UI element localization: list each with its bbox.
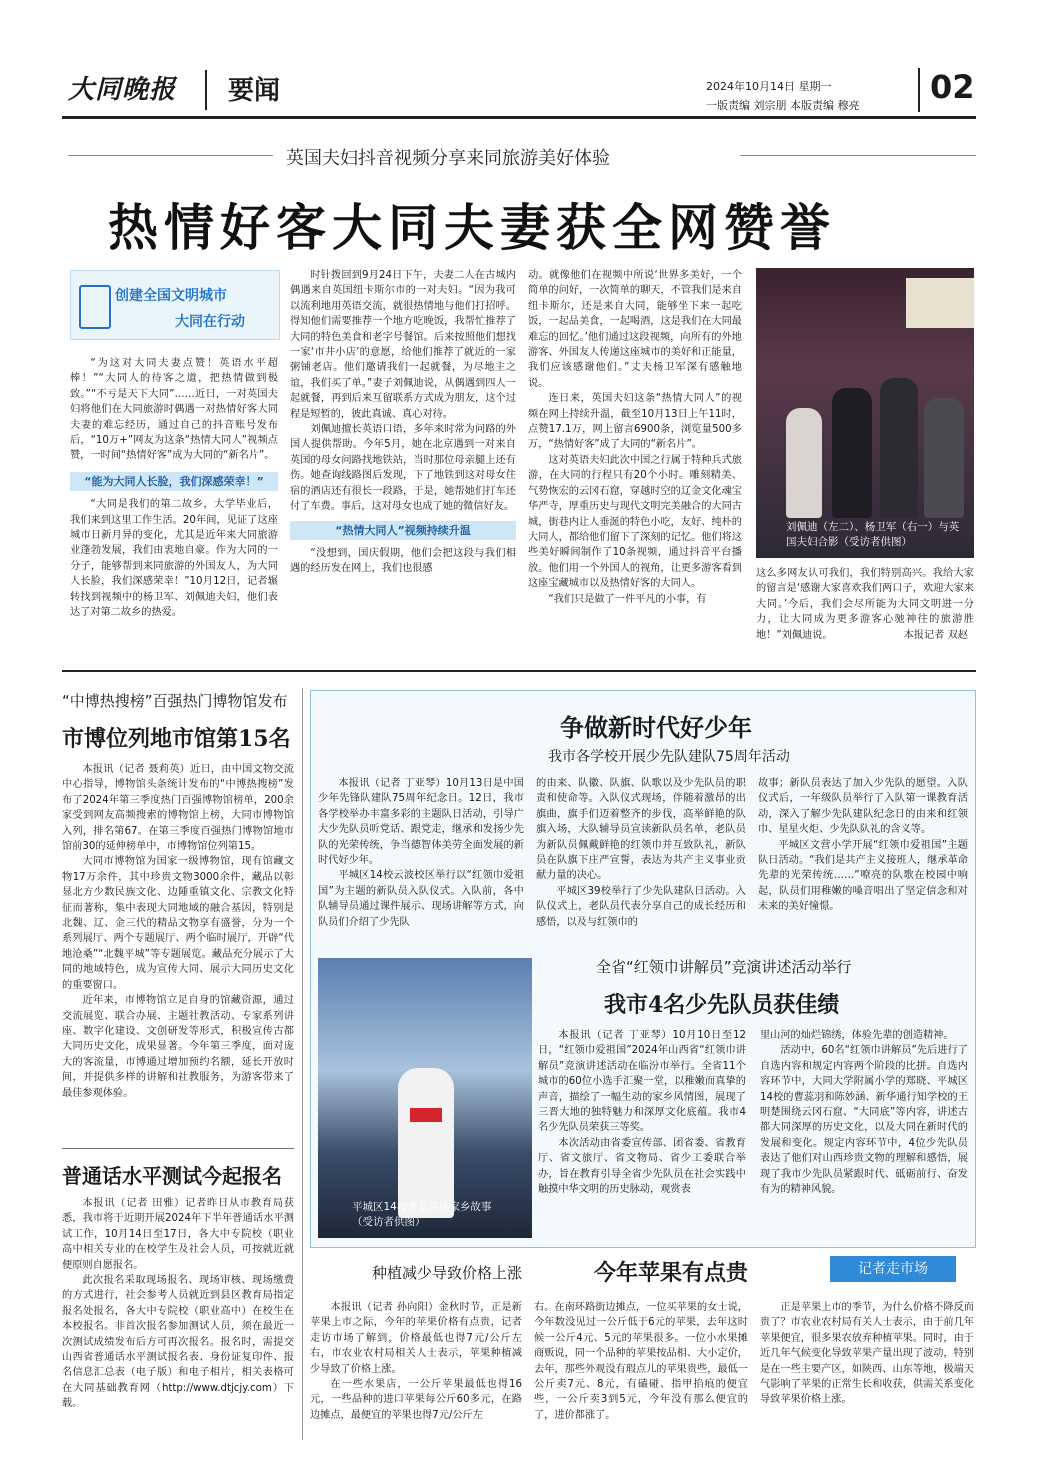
pioneers-column-1	[318, 776, 524, 952]
newspaper-logo: 大同晚报	[68, 75, 177, 105]
section-name: 要闻	[228, 76, 281, 106]
sub2-column-2	[760, 1028, 968, 1240]
editor-credits: 一版责编 刘宗朋 本版责编 穆亮	[706, 99, 860, 112]
paragraph: “没想到，国庆假期，他们会把这段与我们相遇的经历发在网上，我们也很感	[290, 547, 516, 575]
lead-kicker: 英国夫妇抖音视频分享来同旅游美好体验	[286, 148, 610, 169]
badge-line-1: 创建全国文明城市	[115, 288, 227, 304]
lead-photo	[756, 268, 974, 558]
shop-sign	[906, 278, 974, 328]
lead-column-1	[70, 356, 278, 656]
kicker-rule-left	[68, 155, 273, 156]
apples-headline: 今年苹果有点贵	[594, 1260, 749, 1286]
pioneers-photo-caption: 平城区14校曹蕊讲述家乡故事（受访者供图）	[352, 1201, 492, 1228]
sub2-column-1	[538, 1028, 746, 1240]
apples-column-1	[310, 1300, 522, 1440]
paragraph: 平城区39校举行了少先队建队日活动。入队仪式上，老队员代表分享自己的成长经历和感悟，以及与红领巾的	[536, 885, 746, 928]
pioneers-photo	[318, 958, 532, 1238]
masthead-divider	[205, 70, 207, 110]
museum-divider	[62, 1148, 294, 1149]
paragraph: “我们只是做了一件平凡的小事，有	[548, 593, 707, 605]
paragraph: 刘佩迪擅长英语口语，多年来时常为问路的外国人提供帮助。今年5月，她在北京遇到一对来自英国的母女问路找地铁站，当时那位母亲腿上还有伤。她查询线路图后发现，下了地铁到这对母女住宿的酒店还有很长一段路，于是，她帮她们打车还付了车费。事后，这对母女也成了她的微信好友。	[290, 424, 516, 513]
museum-headline: 市博位列地市馆第15名	[62, 726, 291, 752]
kicker-rule-right	[740, 155, 976, 156]
paragraph: “为这对大同夫妻点赞！英语水平超棒！”“大同人的待客之道，把热情做到极致。”“不亏是天下大同”……近日，一对英国夫妇将他们在大同旅游时偶遇一对热情好客大同夫妻的难忘经历，通过自己的抖音账号发布后，“10万+”网友为这条“热情大同人”视频点赞，一时间“热情好客”成为大同的“新名片”。	[70, 358, 278, 462]
civilized-city-badge	[70, 270, 280, 340]
paragraph: 正是苹果上市的季节，为什么价格不降反而贵了？市农业农村局有关人士表示，由于前几年苹果便宜，很多果农放弃种植苹果。同时，由于近几年气候变化导致苹果产量出现了波动，特别是在一些主要产区，如陕西、山东等地，极端天气影响了苹果的正常生长和收获，供需关系变化导致苹果价格上涨。	[760, 1302, 974, 1406]
paragraph: 平城区14校云波校区举行以“红领巾爱祖国”为主题的新队员入队仪式。入队前，各中队辅导员通过课件展示、现场讲解等方式，向队员们介绍了少先队	[318, 870, 524, 928]
student-figure	[398, 1068, 454, 1218]
paragraph: 动。就像他们在视频中所说‘世界多美好，一个简单的问好，一次简单的聊天，不管我们是来自纽卡斯尔，还是来自大同，能够坐下来一起吃饭，一起品美食，一起喝酒，这是我们在大同最难忘的回忆。’他们通过这段视频，向所有的外地游客、外国友人传递这座城市的美好和正能量，我们应该感谢他们。”丈夫杨卫军深有感触地说。	[528, 270, 742, 389]
paragraph: 右。在南环路街边摊点，一位买苹果的女士说，今年数没见过一公斤低于6元的苹果，去年这时候一公斤4元、5元的苹果很多。一位小水果摊商贩说，同一个品种的苹果按品相、大小定价，去年，那些外观没有瑕点儿的苹果贵些，最低一公斤卖7元、8元，有磕碰、指甲掐痕的便宜些，一公斤卖3到5元，今年没有那么便宜的了，进价都涨了。	[534, 1302, 748, 1421]
issue-date: 2024年10月14日 星期一	[706, 80, 832, 93]
paragraph: 本报讯（记者 丁亚琴）10月13日是中国少年先锋队建队75周年纪念日。12日，我市各学校举办丰富多彩的主题队日活动，引导广大少先队员听党话、跟党走，继承和发扬少先队的光荣传统，争当德智体美劳全面发展的新时代好少年。	[318, 778, 524, 867]
sub2-headline: 我市4名少先队员获佳绩	[604, 992, 840, 1018]
paragraph: 这么多网友认可我们，我们特别高兴。我给大家的留言是‘感谢大家喜欢我们两口子，欢迎大家来大同。’今后，我们会尽所能为大同文明进一分力，让大同成为更多游客心驰神往的旅游胜地！”刘佩迪说。	[756, 568, 974, 641]
person-figure	[924, 398, 964, 518]
person-figure	[880, 378, 918, 518]
badge-line-2: 大同在行动	[175, 314, 245, 330]
pioneers-column-2	[536, 776, 746, 952]
paragraph: 本报讯（记者 聂莉英）近日，由中国文物交流中心指导，博物馆头条统计发布的“中博热搜榜”发布了2024年第三季度热门百强博物馆榜单，200余家受到网友高频搜索的博物馆上榜，大同市博物馆入列，排名第67。在第三季度百强热门博物馆地市馆前30的延伸榜单中，市博物馆位列第15。	[62, 764, 294, 853]
red-scarf	[410, 1108, 442, 1122]
lead-byline: 本报记者 双赵	[903, 630, 968, 642]
paragraph: 连日来，英国夫妇这条“热情大同人”的视频在网上持续升温，截至10月13日上午11时，点赞17.1万，网上留言6900条，浏览量500多万，“热情好客”成了大同的“新名片”。	[528, 393, 742, 451]
person-figure	[786, 408, 822, 518]
museum-kicker: “中博热搜榜”百强热门博物馆发布	[62, 692, 288, 710]
paragraph: 这对英语夫妇此次中国之行属于特种兵式旅游，在大同的行程只有20个小时。雕刻精美、气势恢宏的云冈石窟，穿越时空的辽金文化魂宝华严寺，厚重历史与现代文明完美融合的大同古城，街巷内让人垂涎的特色小吃，友好、纯朴的大同人，都给他们留下了深刻的记忆。他们将这些美好瞬间制作了10条视频，通过抖音平台播放。他们用一个外国人的视角，让更多游客看到这座宝藏城市以及热情好客的大同人。	[528, 454, 742, 590]
pioneers-subhead: 我市各学校开展少先队建队75周年活动	[548, 749, 790, 765]
putonghua-headline: 普通话水平测试今起报名	[62, 1164, 282, 1188]
lead-headline: 热情好客大同夫妻获全网赞誉	[108, 198, 836, 257]
person-figure	[832, 388, 872, 518]
paragraph: 近年来，市博物馆立足自身的馆藏资源，通过交流展览、联合办展、主题社教活动、专家系列讲座、数字化建设、文创研发等形式，积极宣传古都大同历史文化，成果显著。今年第三季度，面对庞大的客流量，市博通过增加预约名额，延长开放时间，并提供多样的讲解和社教服务，为游客带来了最佳参观体验。	[62, 995, 294, 1099]
paragraph: 故事；新队员表达了加入少先队的愿望。入队仪式后，一年级队员举行了入队第一课教育活动，深入了解少先队建队纪念日的由来和红领巾、星星火炬、少先队队礼的含义等。	[758, 778, 968, 836]
masthead-rule	[62, 116, 976, 119]
reporter-market-tag: 记者走市场	[830, 1256, 956, 1282]
column-divider	[302, 688, 303, 1440]
page-number: 02	[930, 68, 975, 106]
pioneers-headline: 争做新时代好少年	[560, 713, 752, 742]
lead-column-2	[290, 268, 516, 660]
apples-kicker: 种植减少导致价格上涨	[372, 1264, 523, 1282]
lead-highlight-1: “能为大同人长脸，我们深感荣幸！”	[70, 472, 278, 491]
lead-column-4	[756, 566, 974, 658]
paragraph: 的由来、队徽、队旗、队歌以及少先队员的职责和使命等。入队仪式现场，伴随着激昂的出旗曲，旗手们迈着整齐的步伐，高举鲜艳的队旗入场，大队辅导员宣读新队员名单，老队员为新队员佩戴鲜艳的红领巾并互致队礼，新队员在队旗下庄严宣誓，表达为共产主义事业贡献力量的决心。	[536, 778, 746, 882]
sub2-kicker: 全省“红领巾讲解员”竞演讲述活动举行	[596, 958, 852, 976]
apples-column-3	[760, 1300, 974, 1440]
paragraph: 平城区文营小学开展“红领巾爱祖国”主题队日活动。“我们是共产主义接班人，继承革命先辈的光荣传统……”嘹亮的队歌在校园中响起，队员们用稚嫩的嗓音唱出了坚定信念和对未来的美好憧憬。	[758, 839, 968, 913]
paragraph: 时针拨回到9月24日下午，夫妻二人在古城内偶遇来自英国纽卡斯尔市的一对夫妇。“因为我可以流利地用英语交流，就很热情地与他们打招呼。得知他们需要推荐一个地方吃晚饭，我帮忙推荐了大同的特色美食和老字号餐馆。后来按照他们想找一家‘市井小店’的意愿，给他们推荐了就近的一家粥铺老店。他们邀请我们一起就餐，为尽地主之谊，我们买了单。”妻子刘佩迪说，从偶遇到四人一起就餐，再到后来互留联系方式成为朋友，这个过程是短暂的，彼此真诚、真心对待。	[290, 270, 516, 420]
paragraph: 里山河的灿烂锦绣，体验先辈的创造精神。	[760, 1030, 954, 1041]
lead-highlight-2: “热情大同人”视频持续升温	[290, 521, 516, 540]
paragraph: 大同市博物馆为国家一级博物馆，现有馆藏文物17万余件，其中珍贵文物3000余件，藏品以彰显北方少数民族文化、边陲重镇文化、宗教文化特征而著称，集中表现大同地域的融合基因，特别是北魏、辽、金三代的精品文物享有盛誉，分为一个系列展厅、两个专题展厅、两个临时展厅，开辟“代地沧桑”“北魏平城”等专题展览。藏品充分展示了大同的地域特色，成为宣传大同、展示大同历史文化的重要窗口。	[62, 856, 294, 991]
museum-body	[62, 762, 294, 1142]
paragraph: 此次报名采取现场报名、现场审核、现场缴费的方式进行，社会参考人员就近到县区教育局指定报名处报名，各大中专院校（职业高中）在校生在本校报名。非首次报名参加测试人员，须在最近一次测试成绩发布后方可再次报名。报名时，需提交山西省普通话水平测试报名表、身份证复印件、报名信息汇总表（电子版）和电子相片，相关表格可在大同基础教育网（http://www.dtjcjy.com）下载。	[62, 1275, 294, 1410]
paragraph: 本次活动由省委宣传部、团省委、省教育厅、省文旅厅、省文物局、省少工委联合举办，旨在教育引导全省少先队员在社会实践中触摸中华文明的历史脉动，观赏表	[538, 1137, 746, 1196]
paragraph: 活动中，60名“红领巾讲解员”先后进行了自选内容和规定内容两个阶段的比拼。自选内容环节中，大同大学附属小学的郑晓、平城区14校的曹蕊羽和陈妙涵、新华通行知学校的王明楚围绕云冈石窟、“大同底”等内容，讲述古都大同深厚的历史文化，以及大同在新时代的发展和变化。规定内容环节中，4位少先队员表达了他们对山西珍贵文物的理解和感悟，展现了我市少先队员紧跟时代、砥砺前行、奋发有为的精神风貌。	[760, 1045, 968, 1196]
page-number-divider	[918, 68, 920, 112]
city-gate-icon	[79, 285, 111, 329]
putonghua-body	[62, 1196, 294, 1436]
lead-column-3	[528, 268, 742, 660]
lead-bottom-rule	[62, 670, 976, 672]
apples-column-2	[534, 1300, 748, 1440]
lead-photo-caption: 刘佩迪（左二）、杨卫军（右一）与英国夫妇合影（受访者供图）	[786, 521, 960, 548]
paragraph: “大同是我们的第二故乡，大学毕业后，我们来到这里工作生活。20年间，见证了这座城市日新月异的变化，尤其是近年来大同旅游业蓬勃发展，我们由衷地自豪。作为大同的一分子，能够帮到来同旅游的外国友人，为大同人长脸，我们深感荣幸！”10月12日，记者辗转找到视频中的杨卫军、刘佩迪夫妇，他们表达了对第二故乡的热爱。	[70, 499, 278, 619]
paragraph: 本报讯（记者 孙向阳）金秋时节，正是新苹果上市之际，今年的苹果价格有点贵，记者走访市场了解到，价格最低也得7元/公斤左右，市农业农村局相关人士表示，苹果种植减少导致了价格上涨。	[310, 1302, 522, 1375]
paragraph: 在一些水果店，一公斤苹果最低也得16元，一些品种的进口苹果每公斤60多元，在路边摊点，最便宜的苹果也得7元/公斤左	[310, 1379, 522, 1421]
paragraph: 本报讯（记者 丁亚琴）10月10日至12日，“红领巾爱祖国”2024年山西省“红领巾讲解员”竞演讲述活动在临汾市举行。全省11个城市的60位小选手汇聚一堂，以稚嫩而真挚的声音，描绘了一幅生动的家乡风情图，展现了三晋大地的独特魅力和深厚文化底蕴。我市4名少先队员荣获三等奖。	[538, 1030, 746, 1134]
pioneers-column-3	[758, 776, 968, 952]
paragraph: 本报讯（记者 田雅）记者昨日从市教育局获悉，我市将于近期开展2024年下半年普通话水平测试工作，10月14日至17日，各大中专院校（职业高中相关专业的在校学生及社会人员，可按就近就便原则自愿报名。	[62, 1198, 294, 1271]
